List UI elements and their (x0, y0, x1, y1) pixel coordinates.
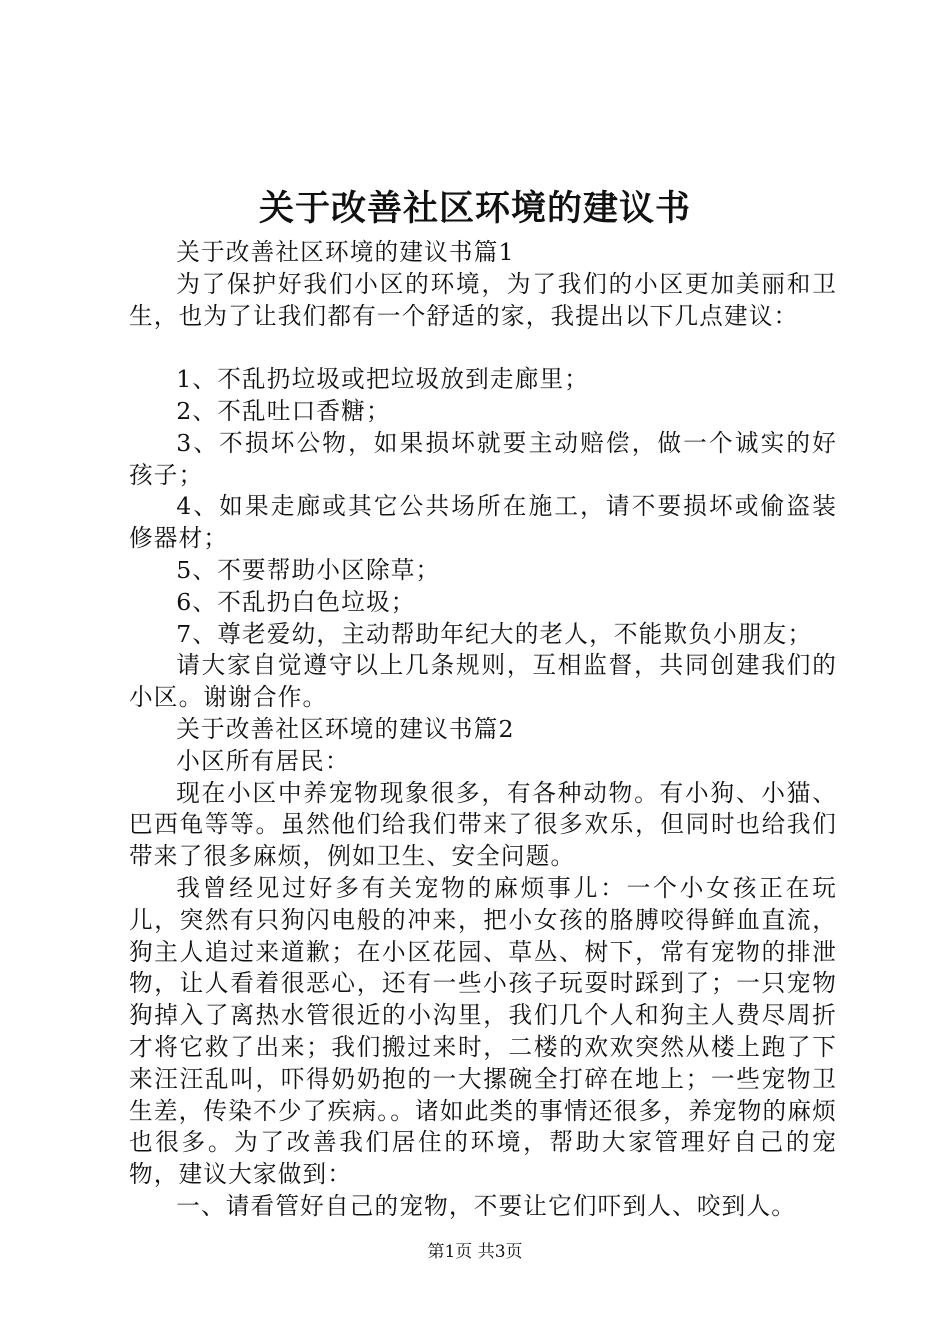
salutation: 小区所有居民： (176, 746, 350, 775)
page-footer: 第1页 共3页 (427, 1242, 523, 1262)
body-paragraph: 现在小区中养宠物现象很多，有各种动物。有小狗、小猫、巴西龟等等。虽然他们给我们带来了很多欢乐，但同时也给我们带来了很多麻烦，例如卫生、安全问题。 (129, 778, 837, 871)
section-heading-2: 关于改善社区环境的建议书篇2 (176, 714, 515, 743)
document-body (129, 237, 837, 1223)
suggestion-item-7: 7、尊老爱幼，主动帮助年纪大的老人，不能欺负小朋友； (176, 619, 813, 648)
body-paragraph: 我曾经见过好多有关宠物的麻烦事儿：一个小女孩正在玩儿，突然有只狗闪电般的冲来，把小女孩的胳膊咬得鲜血直流，狗主人追过来道歉；在小区花园、草丛、树下，常有宠物的排泄物，让人看着很恶心，还有一些小孩子玩耍时踩到了；一只宠物狗掉入了离热水管很近的小沟里，我们几个人和狗主人费尽周折才将它救了出来；我们搬过来时，二楼的欢欢突然从楼上跑了下来汪汪乱叫，吓得奶奶抱的一大摞碗全打碎在地上；一些宠物卫生差，传染不少了疾病。。诸如此类的事情还很多，养宠物的麻烦也很多。为了改善我们居住的环境，帮助大家管理好自己的宠物，建议大家做到： (129, 873, 837, 1189)
body-paragraph: 为了保护好我们小区的环境，为了我们的小区更加美丽和卫生，也为了让我们都有一个舒适的家，我提出以下几点建议： (129, 269, 837, 330)
suggestion-item-4: 4、如果走廊或其它公共场所在施工，请不要损坏或偷盗装修器材； (129, 492, 837, 553)
suggestion-item-6: 6、不乱扔白色垃圾； (176, 587, 416, 616)
suggestion-item-3: 3、不损坏公物，如果损坏就要主动赔偿，做一个诚实的好孩子； (129, 428, 837, 489)
section-heading-1: 关于改善社区环境的建议书篇1 (176, 238, 515, 266)
body-paragraph: 请大家自觉遵守以上几条规则，互相监督，共同创建我们的小区。谢谢合作。 (129, 651, 837, 712)
suggestion-item-2: 2、不乱吐口香糖； (176, 396, 391, 425)
blank-line (129, 332, 837, 364)
document-title: 关于改善社区环境的建议书 (258, 188, 691, 229)
suggestion-item-1: 1、不乱扔垃圾或把垃圾放到走廊里； (176, 365, 590, 394)
suggestion-item-5: 5、不要帮助小区除草； (176, 555, 441, 584)
suggestion-item-1: 一、请看管好自己的宠物，不要让它们吓到人、咬到人。 (176, 1191, 797, 1220)
